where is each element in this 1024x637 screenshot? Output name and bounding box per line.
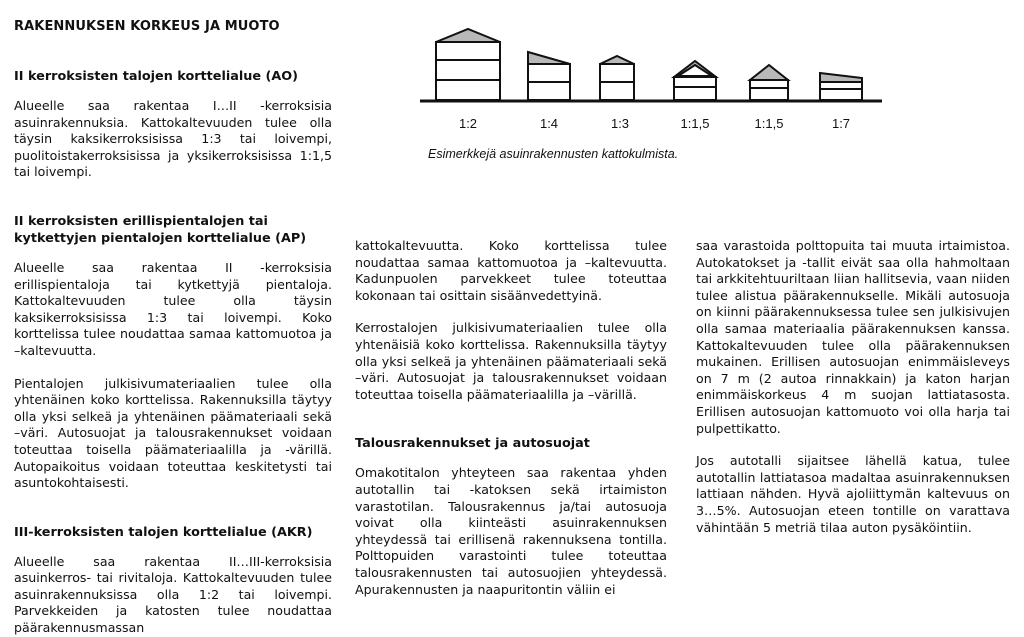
section-ao-paragraph: Alueelle saa rakentaa I…II -kerroksisia asuinrakennuksia. Kattokaltevuuden tulee olla täysin kaksikerroksisissa 1:3 tai loivempi, puolitoistakerroksisissa ja yksikerroksisissa 1:1,5 tai loivempi. bbox=[14, 98, 332, 180]
ratio-label-1: 1:2 bbox=[458, 116, 478, 131]
column-1 bbox=[14, 68, 332, 637]
section-ap-paragraph-1: Alueelle saa rakentaa II -kerroksisia erillispientaloja tai kytkettyjä pientaloja. Kattokaltevuuden tulee olla täysin kaksikerroksisissa 1:3 tai loivempi. Koko korttelissa tulee noudattaa samaa kattomuotoa ja –kaltevuutta. bbox=[14, 259, 332, 358]
section-akr-paragraph: Alueelle saa rakentaa II…III-kerroksisia asuinkerros- tai rivitaloja. Kattokaltevuuden tulee asuinrakennuksissa olla 1:2 tai loivempi. Parvekkeiden ja katosten tulee noudattaa päärakennusmassan bbox=[14, 553, 332, 636]
ratio-label-2: 1:4 bbox=[539, 116, 559, 131]
section-heading-akr: III-kerroksisten talojen korttelialue (AKR) bbox=[14, 524, 313, 540]
building-profile-4 bbox=[674, 61, 716, 100]
ratio-label-5: 1:1,5 bbox=[754, 116, 784, 131]
section-heading-ao: II kerroksisten talojen korttelialue (AO) bbox=[14, 69, 298, 84]
column-2-paragraph-2: Kerrostalojen julkisivumateriaalien tulee olla yhtenäisiä koko korttelissa. Rakennuksilla täytyy olla yksi selkeä ja yhtenäinen päämateriaali sekä –väri. Autosuojat ja talousrakennukset voidaan toteuttaa toisella päämateriaalilla ja –värillä. bbox=[355, 320, 667, 402]
building-profile-6 bbox=[820, 73, 862, 100]
ratio-label-4: 1:1,5 bbox=[680, 116, 710, 131]
roof-pitch-diagram bbox=[420, 22, 890, 172]
building-profile-3 bbox=[600, 56, 634, 100]
ratio-label-3: 1:3 bbox=[610, 116, 630, 131]
column-2 bbox=[355, 238, 667, 598]
section-talous-paragraph: Omakotitalon yhteyteen saa rakentaa yhden autotallin tai -katoksen sekä irtaimiston varastotilan. Talousrakennus ja/tai autosuoja voivat olla kiinteästi asuinrakennuksen yhteydessä tai erillisenä rakennuksena tontilla. Polttopuiden varastointi tulee toteuttaa talousrakennusten tai autosuojien yhteydessä. Apurakennusten ja naapuritontin väliin ei bbox=[355, 465, 667, 597]
column-2-paragraph-1: kattokaltevuutta. Koko korttelissa tulee noudattaa samaa kattomuotoa ja –kaltevuutta. Kadunpuolen parvekkeet tulee toteuttaa kokonaan tai osittain sisäänvedettyinä. bbox=[355, 238, 667, 303]
building-profile-2 bbox=[528, 52, 570, 100]
column-3-paragraph-2: Jos autotalli sijaitsee lähellä katua, tulee autotallin lattiatasoa madaltaa asuinrakennuksen lattiaan nähden. Hyvä ajoliittymän kaltevuus on 3…5%. Autosuojan eteen tontille on varattava vähintään 5 metriä tilaa auton pysäköintiin. bbox=[696, 453, 1010, 535]
roof-profiles-illustration bbox=[420, 22, 890, 117]
section-ap-paragraph-2: Pientalojen julkisivumateriaalien tulee olla yhtenäinen koko korttelissa. Rakennuksilla täytyy olla yksi selkeä ja yhtenäinen päämateriaali sekä –väri. Autosuojat ja talousrakennukset voidaan toteuttaa toisella päämateriaalilla ja -värillä. Autopaikoitus voidaan toteuttaa keskitetysti tai asuntokohtaisesti. bbox=[14, 375, 332, 491]
building-profile-5 bbox=[750, 65, 788, 100]
column-3 bbox=[696, 238, 1010, 536]
building-profile-1 bbox=[436, 29, 500, 100]
ratio-label-6: 1:7 bbox=[831, 116, 851, 131]
section-heading-talous: Talousrakennukset ja autosuojat bbox=[355, 436, 590, 452]
page-title: RAKENNUKSEN KORKEUS JA MUOTO bbox=[14, 19, 280, 34]
section-heading-ap: II kerroksisten erillispientalojen tai kytkettyjen pientalojen korttelialue (AP) bbox=[14, 213, 307, 246]
diagram-caption: Esimerkkejä asuinrakennusten kattokulmista. bbox=[428, 147, 679, 161]
column-3-paragraph-1: saa varastoida polttopuita tai muuta irtaimistoa. Autokatokset ja -tallit eivät saa olla hahmoltaan tai arkkitehtuuriltaan liian hallitsevia, vaan niiden tulee alistua päärakennukselle. Mikäli autosuoja on kiinni päärakennuksessa tulee sen julkisivujen olla samaa materiaalia päärakennuksen kanssa. Kattokaltevuuden tulee olla päärakennuksen mukainen. Erillisen autosuojan enimmäisleveys on 7 m (2 autoa rinnakkain) ja katon harjan enimmäiskorkeus 4 m suojan lattiatasosta. Erillisen autosuojan kattomuoto voi olla harja tai pulpettikatto. bbox=[696, 238, 1010, 436]
